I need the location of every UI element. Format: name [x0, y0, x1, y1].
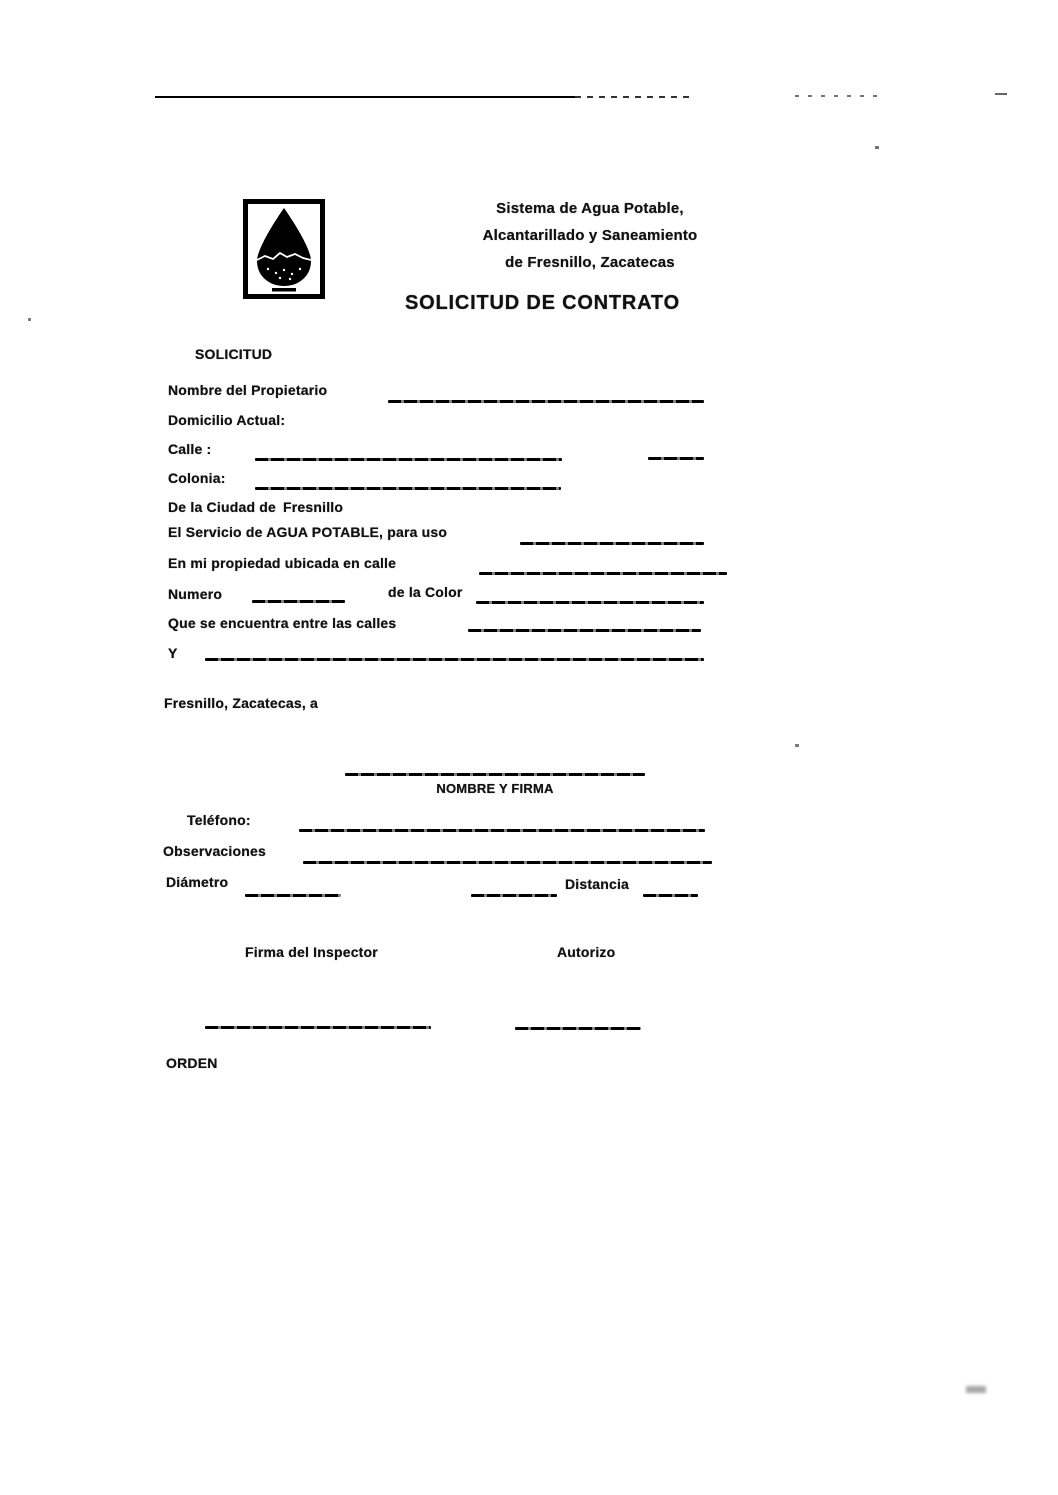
number-line [252, 600, 345, 603]
observations-label: Observaciones [163, 843, 266, 859]
document-title: SOLICITUD DE CONTRATO [405, 292, 680, 314]
city-value: Fresnillo [283, 499, 344, 515]
org-name-line1: Sistema de Agua Potable, [496, 200, 684, 217]
inspector-signature-line [205, 1026, 431, 1029]
neighborhood-label: Colonia: [168, 470, 226, 486]
org-name-line2: Alcantarillado y Saneamiento [482, 227, 698, 244]
diameter-label: Diámetro [166, 874, 229, 890]
org-name-line3: de Fresnillo, Zacatecas [505, 254, 675, 271]
scan-artifact-dash [995, 93, 1007, 95]
place-date-label: Fresnillo, Zacatecas, a [164, 695, 319, 711]
service-label: El Servicio de AGUA POTABLE, para uso [168, 524, 448, 540]
scan-artifact-smudge [966, 1386, 986, 1393]
authorize-label: Autorizo [557, 944, 616, 960]
scan-artifact-speck [28, 318, 31, 321]
scan-artifact-speck [875, 146, 879, 149]
service-use-line [520, 542, 704, 545]
name-signature-label: NOMBRE Y FIRMA [436, 781, 554, 796]
city-label: De la Ciudad de [168, 499, 277, 515]
street-line [255, 458, 562, 461]
property-street-line [479, 572, 727, 575]
number-label: Numero [168, 586, 223, 602]
owner-name-label: Nombre del Propietario [168, 382, 328, 398]
water-drop-icon [248, 204, 320, 294]
and-label: Y [168, 645, 178, 661]
scan-artifact-top-line [155, 96, 575, 98]
owner-name-line [388, 400, 704, 403]
colony-line [476, 601, 704, 604]
distance-label: Distancia [565, 876, 630, 892]
property-street-label: En mi propiedad ubicada en calle [168, 555, 397, 571]
authorize-signature-line [515, 1027, 641, 1030]
order-label: ORDEN [166, 1055, 218, 1071]
street-label: Calle : [168, 441, 212, 457]
between-streets-label: Que se encuentra entre las calles [168, 615, 397, 631]
scan-artifact-dots [795, 95, 885, 97]
diameter-line [245, 894, 341, 897]
scan-artifact-top-line-dots [575, 96, 690, 98]
street-number-line [648, 457, 704, 460]
section-heading: SOLICITUD [195, 346, 273, 362]
signature-line [345, 773, 645, 776]
phone-label: Teléfono: [187, 812, 251, 828]
org-name [430, 200, 750, 281]
phone-line [299, 829, 705, 832]
agency-logo [243, 199, 325, 299]
inspector-signature-label: Firma del Inspector [245, 944, 378, 960]
between-streets-line [468, 629, 701, 632]
neighborhood-line [255, 487, 561, 490]
observations-line [303, 861, 712, 864]
middle-line [471, 894, 557, 897]
distance-line [643, 894, 698, 897]
scan-artifact-speck [795, 744, 799, 747]
current-address-label: Domicilio Actual: [168, 412, 286, 428]
and-street-line [205, 658, 704, 661]
of-colony-label: de la Color [388, 584, 463, 600]
